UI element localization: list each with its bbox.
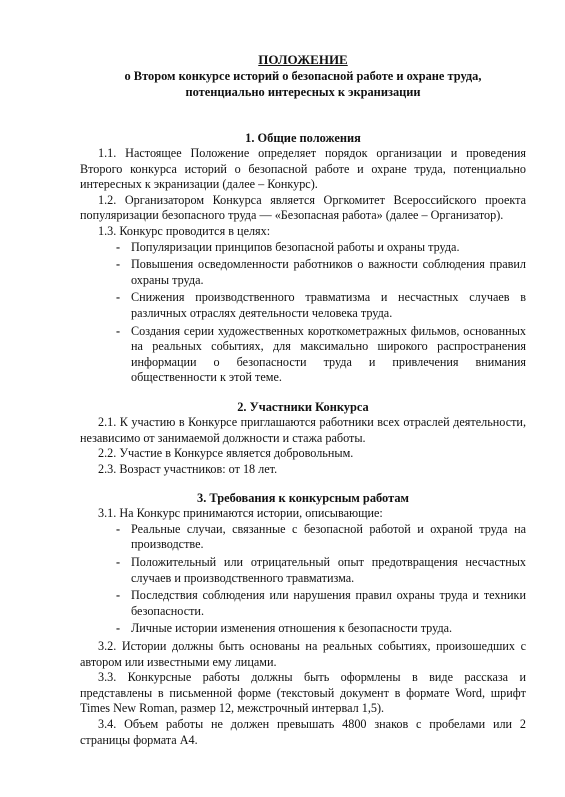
paragraph-3-2: 3.2. Истории должны быть основаны на реальных событиях, произошедших с автором или известными ему лицами.	[80, 639, 526, 669]
paragraph-3-1: 3.1. На Конкурс принимаются истории, описывающие:	[98, 506, 383, 521]
paragraph-1-1: 1.1. Настоящее Положение определяет порядок организации и проведения Второго конкурса историй о безопасной работе и охране труда, потенциально интересных к экранизации (далее – Конкурс).	[80, 146, 526, 192]
paragraph-2-1: 2.1. К участию в Конкурсе приглашаются работники всех отраслей деятельности, независимо от занимаемой должности и стажа работы.	[80, 414, 526, 445]
section-1-heading: 1. Общие положения	[245, 131, 361, 145]
bullet-dash: -	[116, 239, 121, 254]
bullet-dash: -	[116, 521, 121, 536]
bullet-dash: -	[116, 290, 121, 305]
list-item: - Снижения производственного травматизма и несчастных случаев в различных отраслях деятельности человека труда.	[116, 290, 526, 320]
list-item: - Реальные случаи, связанные с безопасной работой и охраной труда на производстве.	[116, 521, 526, 552]
subtitle-line-1: о Втором конкурсе историй о безопасной работе и охране труда,	[124, 69, 482, 83]
paragraph-1-3: 1.3. Конкурс проводится в целях:	[98, 223, 271, 238]
section-3-stories-list	[80, 522, 526, 637]
section-2-heading: 2. Участники Конкурса	[237, 399, 369, 414]
list-item: - Положительный или отрицательный опыт предотвращения несчастных случаев и производственного травматизма.	[116, 555, 526, 585]
document-page	[80, 52, 526, 748]
paragraph-3-4: 3.4. Объем работы не должен превышать 4800 знаков с пробелами или 2 страницы формата А4.	[80, 717, 526, 747]
document-subtitle	[80, 68, 526, 100]
bullet-dash: -	[116, 588, 121, 603]
bullet-dash: -	[116, 621, 121, 636]
list-item: - Последствия соблюдения или нарушения правил охраны труда и техники безопасности.	[116, 588, 526, 618]
paragraph-2-3: 2.3. Возраст участников: от 18 лет.	[98, 461, 278, 476]
list-item: - Популяризации принципов безопасной работы и охраны труда.	[116, 239, 460, 254]
paragraph-1-2: 1.2. Организатором Конкурса является Оргкомитет Всероссийского проекта популяризации безопасного труда — «Безопасная работа» (далее – Организатор).	[80, 192, 526, 223]
bullet-dash: -	[116, 555, 121, 570]
section-3-heading: 3. Требования к конкурсным работам	[197, 491, 409, 506]
paragraph-2-2: 2.2. Участие в Конкурсе является добровольным.	[98, 446, 354, 461]
section-1-goals-list	[80, 240, 526, 386]
paragraph-3-3: 3.3. Конкурсные работы должны быть оформлены в виде рассказа и представлены в письменной форме (текстовый документ в формате Word, шрифт Times New Roman, размер 12, межстрочный интервал 1,5).	[80, 670, 526, 716]
document-title: ПОЛОЖЕНИЕ	[258, 52, 348, 67]
bullet-dash: -	[116, 323, 121, 338]
list-item: - Повышения осведомленности работников о важности соблюдения правил охраны труда.	[116, 257, 526, 287]
bullet-dash: -	[116, 257, 121, 272]
list-item: - Личные истории изменения отношения к безопасности труда.	[116, 621, 453, 636]
subtitle-line-2: потенциально интересных к экранизации	[185, 85, 421, 99]
list-item: - Создания серии художественных короткометражных фильмов, основанных на реальных событиях, для максимально широкого распространения информации о безопасности труда и привлечения внимания общественности к этой теме.	[116, 323, 526, 385]
